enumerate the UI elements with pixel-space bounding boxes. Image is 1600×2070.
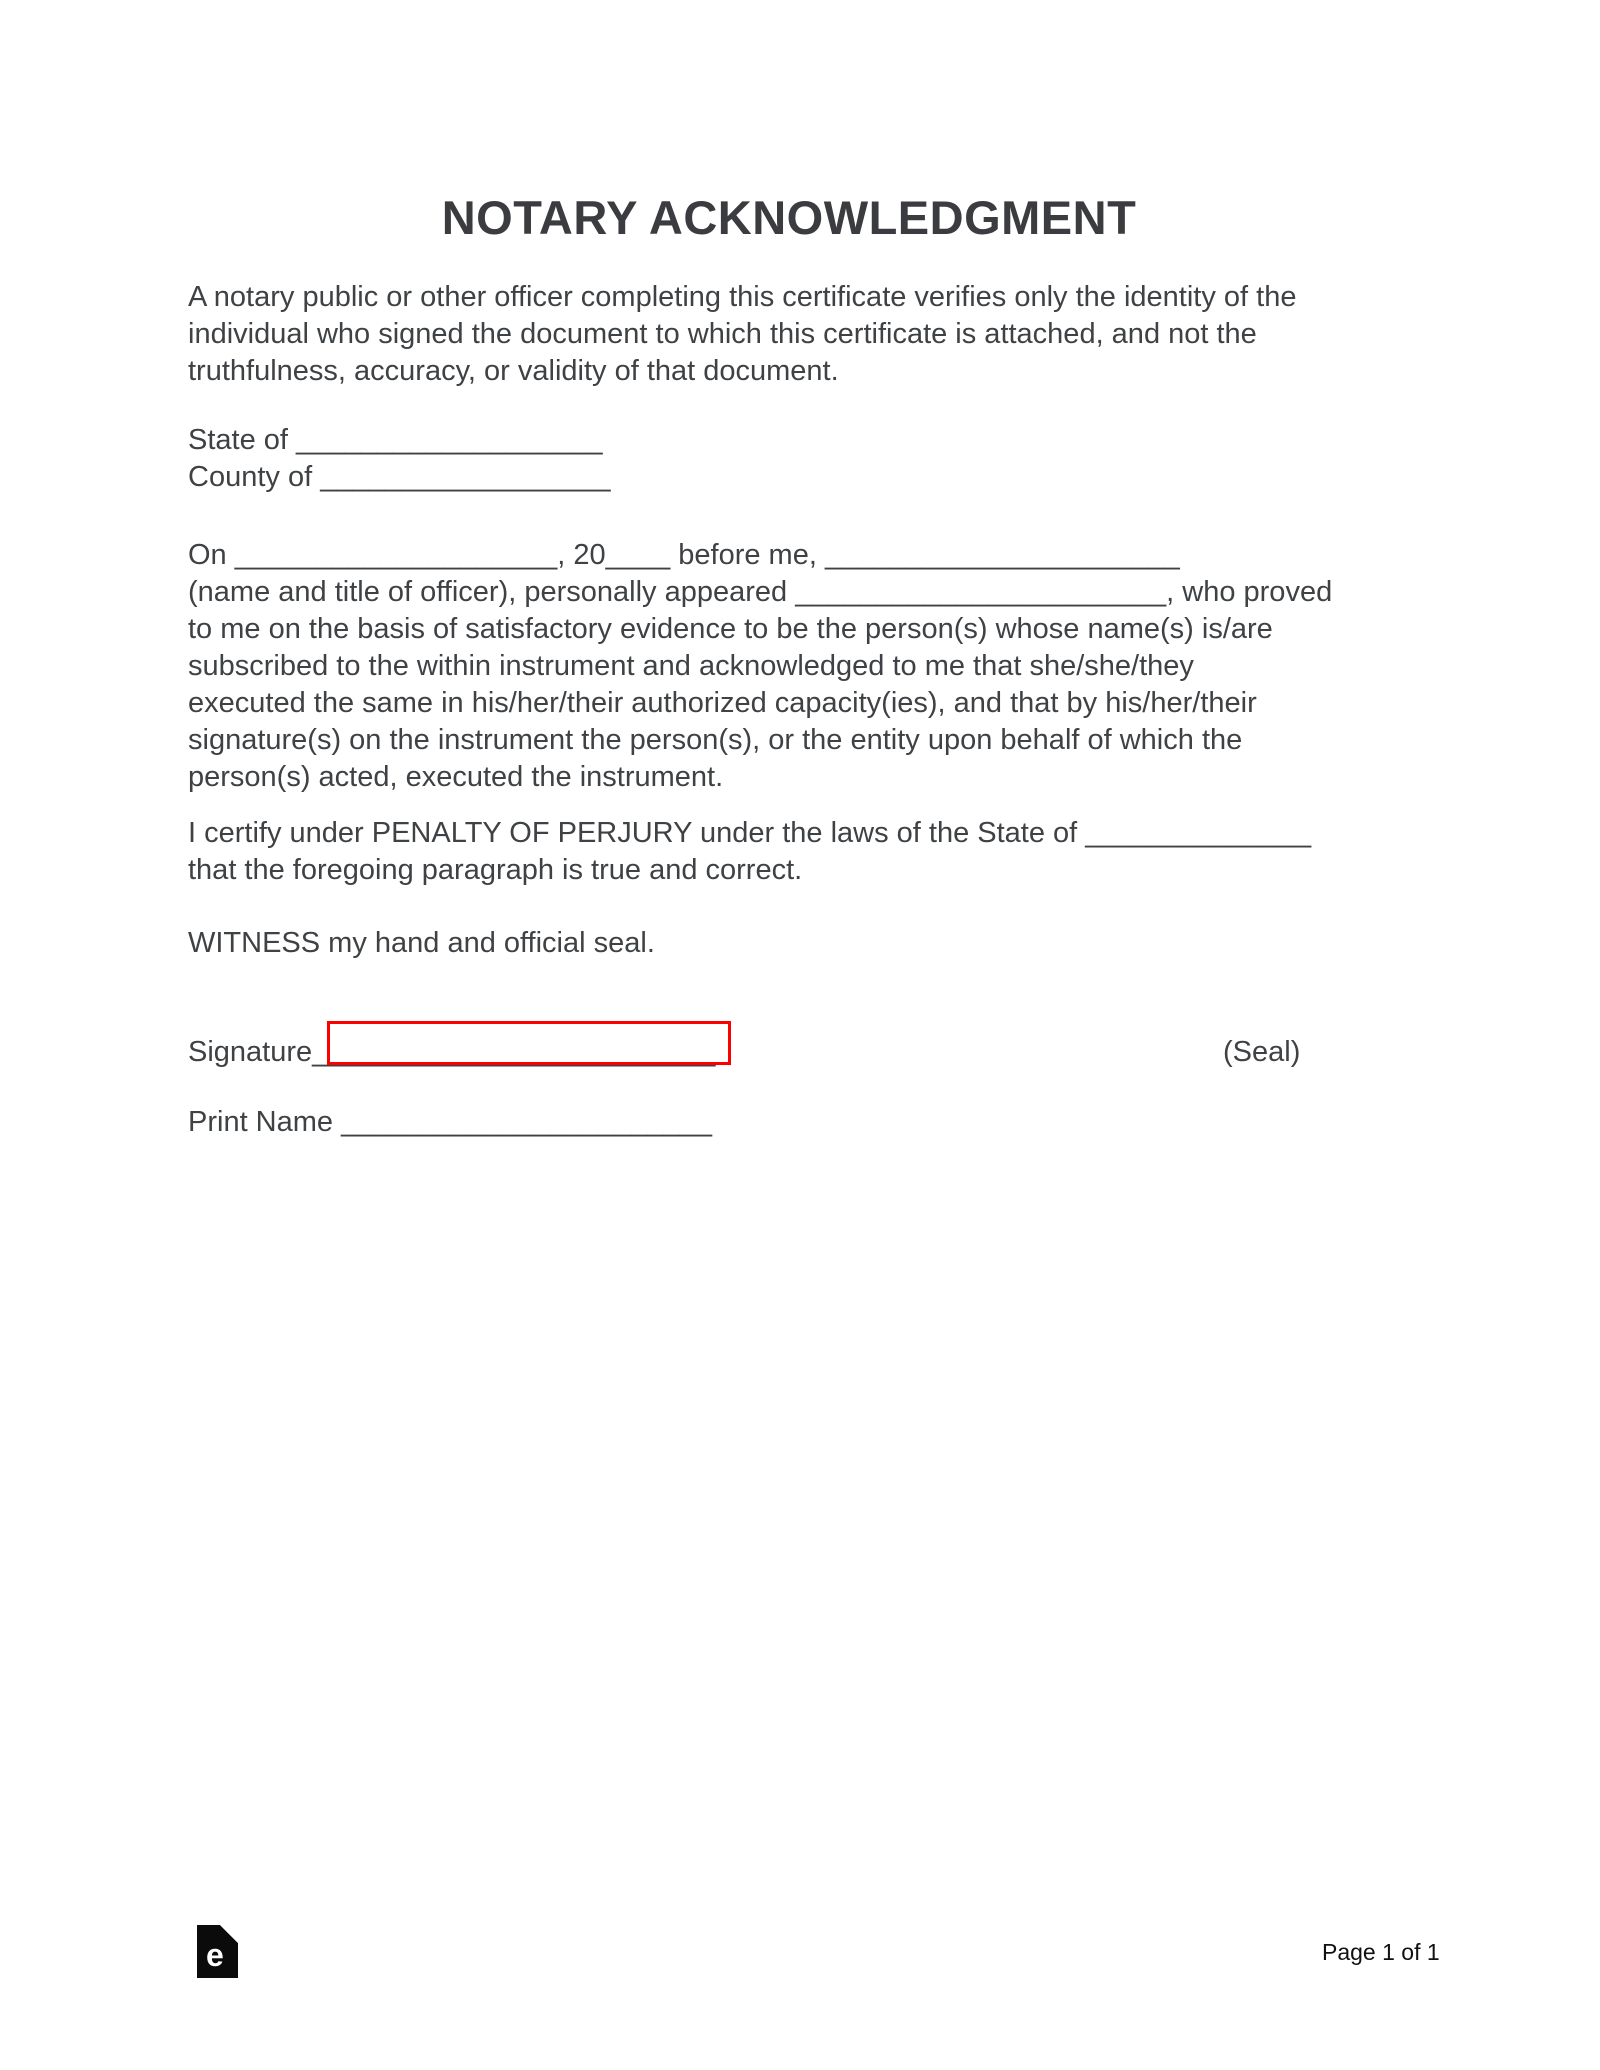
county-of-line xyxy=(188,459,1390,496)
print-name-label: Print Name xyxy=(188,1106,334,1138)
signature-field-highlight[interactable] xyxy=(327,1021,731,1065)
intro-paragraph-line: A notary public or other officer completing this certificate verifies only the identity of the xyxy=(188,281,1297,313)
acknowledgment-line: executed the same in his/her/their authorized capacity(ies), and that by his/her/their xyxy=(188,687,1257,719)
witness-line: WITNESS my hand and official seal. xyxy=(188,927,655,959)
intro-paragraph-line: truthfulness, accuracy, or validity of that document. xyxy=(188,355,839,387)
seal-label: (Seal) xyxy=(1223,1036,1301,1068)
page-indicator: Page 1 of 1 xyxy=(1322,1939,1440,1965)
eforms-logo-icon xyxy=(197,1925,238,1978)
intro-paragraph xyxy=(188,279,1390,390)
perjury-line: that the foregoing paragraph is true and correct. xyxy=(188,854,803,886)
perjury-paragraph xyxy=(188,815,1390,889)
state-of-blank-field: ___________________ xyxy=(296,424,603,456)
county-of-blank-field: __________________ xyxy=(320,461,611,493)
logo-letter: e xyxy=(206,1937,224,1973)
jurisdiction-block xyxy=(188,422,1390,496)
acknowledgment-line: (name and title of officer), personally appeared _______________________, who proved xyxy=(188,576,1333,608)
acknowledgment-line: subscribed to the within instrument and acknowledged to me that she/she/they xyxy=(188,650,1194,682)
acknowledgment-line: person(s) acted, executed the instrument. xyxy=(188,761,724,793)
state-of-label: State of xyxy=(188,424,288,456)
state-of-line xyxy=(188,422,1390,459)
signature-blank-field: _________________________ xyxy=(312,1036,716,1068)
acknowledgment-line: to me on the basis of satisfactory evidence to be the person(s) whose name(s) is/are xyxy=(188,613,1273,645)
acknowledgment-line: signature(s) on the instrument the person(s), or the entity upon behalf of which the xyxy=(188,724,1243,756)
county-of-label: County of xyxy=(188,461,313,493)
signature-label: Signature xyxy=(188,1036,313,1068)
acknowledgment-paragraph xyxy=(188,537,1390,796)
print-name-row xyxy=(188,1104,1390,1141)
print-name-blank-field: _______________________ xyxy=(341,1106,713,1138)
page-title: NOTARY ACKNOWLEDGMENT xyxy=(441,191,1137,244)
intro-paragraph-line: individual who signed the document to which this certificate is attached, and not the xyxy=(188,318,1257,350)
perjury-line: I certify under PENALTY OF PERJURY under the laws of the State of ______________ xyxy=(188,817,1312,849)
acknowledgment-line: On ____________________, 20____ before me, ______________________ xyxy=(188,539,1180,571)
